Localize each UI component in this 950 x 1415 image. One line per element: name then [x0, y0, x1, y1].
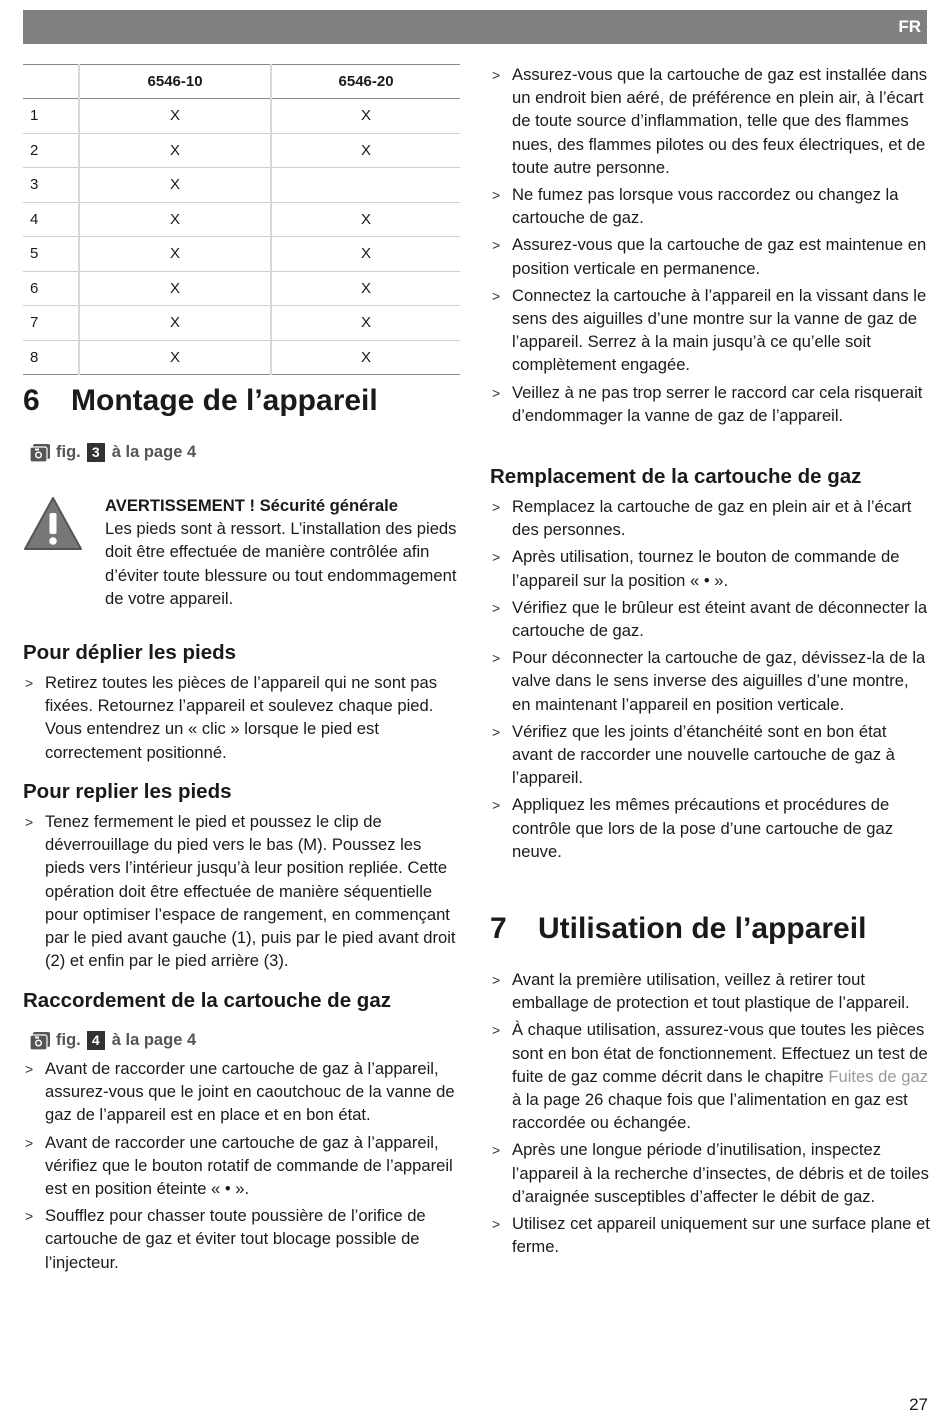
- connect-list-left: [23, 1057, 460, 1278]
- camera-icon: [30, 1032, 50, 1050]
- list-item: > Avant de raccorder une cartouche de gaz à l’appareil, assurez-vous que le joint en caoutchouc de la vanne de gaz de l’appareil est en place et en bon état.: [23, 1057, 460, 1127]
- connect-list-right: [490, 63, 930, 431]
- table-cell: X: [79, 168, 271, 203]
- list-item: > Vérifiez que les joints d’étanchéité sont en bon état avant de raccorder une nouvelle cartouche de gaz à l’appareil.: [490, 720, 930, 790]
- list-item: > Soufflez pour chasser toute poussière de l’orifice de cartouche de gaz et éviter tout blocage possible de l’injecteur.: [23, 1204, 460, 1274]
- list-item: > Assurez-vous que la cartouche de gaz est installée dans un endroit bien aéré, de préférence en plein air, à l’écart de toute source d’inflammation, telle que des flammes nues, des flammes pilotes ou des feux électriques, et de toute autre personne.: [490, 63, 930, 179]
- camera-icon: [30, 444, 50, 462]
- table-row: [23, 306, 460, 341]
- table-cell: X: [271, 202, 460, 237]
- table-cell: 4: [23, 202, 79, 237]
- table-cell: 7: [23, 306, 79, 341]
- figure-reference[interactable]: [30, 443, 196, 462]
- section-7-heading: [490, 912, 866, 946]
- fold-list: [23, 810, 460, 976]
- section-6-heading: [23, 384, 378, 418]
- table-cell: 5: [23, 237, 79, 272]
- list-item: > Remplacez la cartouche de gaz en plein air et à l’écart des personnes.: [490, 495, 930, 541]
- unfold-list: [23, 671, 460, 768]
- table-header-cell: [23, 65, 79, 99]
- list-item: > Utilisez cet appareil uniquement sur une surface plane et ferme.: [490, 1212, 930, 1258]
- section-title: Montage de l’appareil: [71, 384, 378, 417]
- list-item: > Ne fumez pas lorsque vous raccordez ou changez la cartouche de gaz.: [490, 183, 930, 229]
- table-cell: 8: [23, 340, 79, 375]
- table-row: [23, 133, 460, 168]
- list-item: > Vérifiez que le brûleur est éteint avant de déconnecter la cartouche de gaz.: [490, 596, 930, 642]
- model-table: [23, 64, 460, 375]
- table-row: [23, 202, 460, 237]
- table-header-cell: 6546-20: [271, 65, 460, 99]
- subheading-replace: Remplacement de la cartouche de gaz: [490, 465, 862, 488]
- fig-number: 4: [87, 1031, 105, 1050]
- table-cell: X: [79, 133, 271, 168]
- fig-label: fig.: [56, 443, 81, 461]
- table-cell: X: [79, 202, 271, 237]
- figure-reference[interactable]: [30, 1031, 196, 1050]
- table-row: [23, 340, 460, 375]
- section-number: 6: [23, 384, 40, 417]
- table-cell: X: [271, 271, 460, 306]
- table-cell: X: [79, 271, 271, 306]
- subheading-fold: Pour replier les pieds: [23, 780, 232, 803]
- table-cell: X: [79, 306, 271, 341]
- list-item: > Connectez la cartouche à l’appareil en la vissant dans le sens des aiguilles d’une montre sur la vanne de gaz de l’appareil. Serrez à la main jusqu’à ce qu’elle soit complètement engagée.: [490, 284, 930, 377]
- table-cell: X: [79, 99, 271, 134]
- section-number: 7: [490, 912, 507, 945]
- table-cell: X: [271, 237, 460, 272]
- list-item: > Avant de raccorder une cartouche de gaz à l’appareil, vérifiez que le bouton rotatif de commande de l’appareil est en position éteinte « • ».: [23, 1131, 460, 1201]
- table-cell: 2: [23, 133, 79, 168]
- list-item: > Retirez toutes les pièces de l’appareil qui ne sont pas fixées. Retournez l’appareil et soulevez chaque pied. Vous entendrez un « clic » lorsque le pied est correctement positionné.: [23, 671, 460, 764]
- text-run: à la page 26 chaque fois que l’alimentation en gaz est raccordée ou échangée.: [512, 1090, 908, 1133]
- list-item: > Avant la première utilisation, veillez à retirer tout emballage de protection et tout plastique de l’appareil.: [490, 968, 930, 1014]
- subheading-unfold: Pour déplier les pieds: [23, 641, 237, 664]
- table-cell: 6: [23, 271, 79, 306]
- table-row: [23, 99, 460, 134]
- table-row: [23, 237, 460, 272]
- list-item: [490, 1018, 930, 1134]
- text-run: À chaque utilisation, assurez-vous que toutes les pièces sont en bon état de fonctionnement. Effectuez un test de fuite de gaz comme décrit dans le chapitre: [512, 1020, 928, 1086]
- table-row: [23, 168, 460, 203]
- warning-icon: [23, 496, 83, 552]
- subheading-connect: Raccordement de la cartouche de gaz: [23, 989, 391, 1012]
- fig-label: fig.: [56, 1031, 81, 1049]
- table-cell: [271, 168, 460, 203]
- chapter-link[interactable]: Fuites de gaz: [828, 1066, 928, 1086]
- fig-page-ref: à la page 4: [111, 443, 197, 461]
- list-item: > Après une longue période d’inutilisation, inspectez l’appareil à la recherche d’insectes, de débris et de toiles d’araignée susceptibles d’affecter le débit de gaz.: [490, 1138, 930, 1208]
- table-cell: 1: [23, 99, 79, 134]
- header-bar: [23, 10, 927, 44]
- list-item: > Appliquez les mêmes précautions et procédures de contrôle que lors de la pose d’une cartouche de gaz neuve.: [490, 793, 930, 863]
- list-item: > Assurez-vous que la cartouche de gaz est maintenue en position verticale en permanence.: [490, 233, 930, 279]
- table-cell: X: [79, 340, 271, 375]
- warning-title: AVERTISSEMENT ! Sécurité générale: [105, 496, 398, 515]
- usage-list: [490, 968, 930, 1262]
- table-cell: X: [271, 99, 460, 134]
- table-row: [23, 271, 460, 306]
- page-number: 27: [909, 1395, 928, 1414]
- list-item: > Tenez fermement le pied et poussez le clip de déverrouillage du pied vers le bas (M). Poussez les pieds vers l’intérieur jusqu’à leur position repliée. Cette opération doit être effectuée de manière séquentielle pour optimiser l’espace de rangement, en commençant par le pied avant gauche (1), puis par le pied avant droit (2) et enfin par le pied arrière (3).: [23, 810, 460, 972]
- table-cell: X: [271, 133, 460, 168]
- table-cell: X: [271, 340, 460, 375]
- fig-number: 3: [87, 443, 105, 462]
- language-label: FR: [898, 17, 921, 36]
- table-cell: X: [79, 237, 271, 272]
- warning-text: Les pieds sont à ressort. L’installation des pieds doit être effectuée de manière contrôlée afin d’éviter toute blessure ou tout endommagement de votre appareil.: [105, 519, 457, 608]
- table-header-row: [23, 65, 460, 99]
- table-cell: 3: [23, 168, 79, 203]
- list-item: > Veillez à ne pas trop serrer le raccord car cela risquerait d’endommager la vanne de gaz de l’appareil.: [490, 381, 930, 427]
- list-item: > Pour déconnecter la cartouche de gaz, dévissez-la de la valve dans le sens inverse des aiguilles d’une montre, en maintenant l’appareil en position verticale.: [490, 646, 930, 716]
- fig-page-ref: à la page 4: [111, 1031, 197, 1049]
- list-item: > Après utilisation, tournez le bouton de commande de l’appareil sur la position « • ».: [490, 545, 930, 591]
- section-title: Utilisation de l’appareil: [538, 912, 867, 945]
- replace-list: [490, 495, 930, 867]
- table-header-cell: 6546-10: [79, 65, 271, 99]
- table-cell: X: [271, 306, 460, 341]
